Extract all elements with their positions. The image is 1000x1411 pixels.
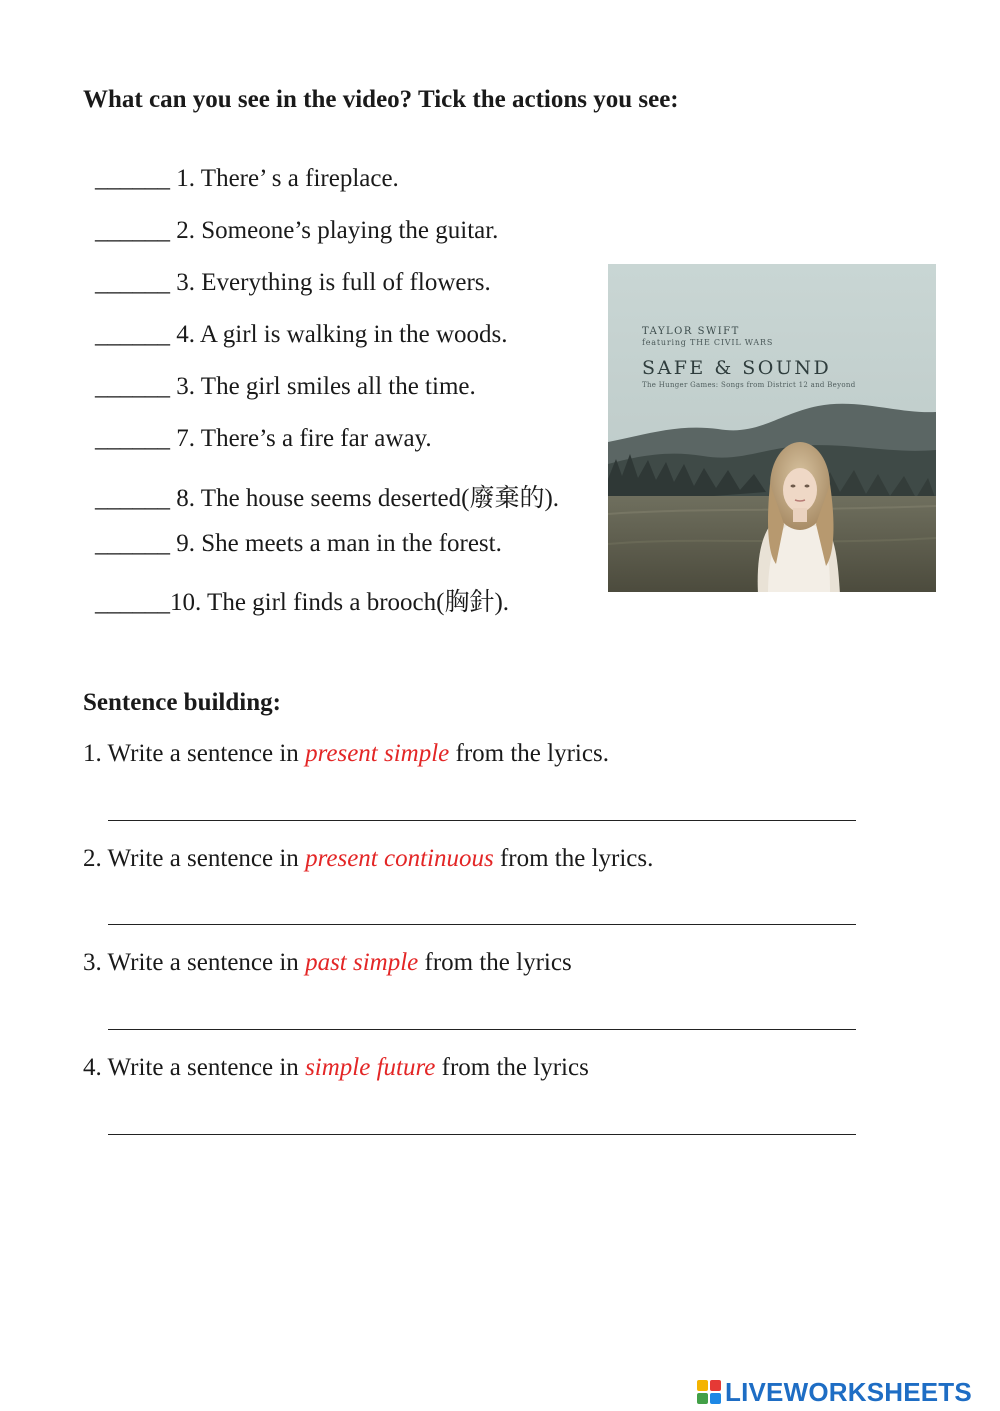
answer-line-2[interactable] [108, 924, 856, 925]
tick-item [95, 582, 509, 618]
tick-item [95, 425, 432, 453]
album-title: SAFE & SOUND [642, 357, 832, 379]
tick-blank[interactable]: ______ [95, 530, 170, 557]
answer-line-4[interactable] [108, 1134, 856, 1135]
question-tense: present continuous [305, 845, 494, 872]
sentence-question [83, 1054, 589, 1082]
tick-blank[interactable]: ______ [95, 269, 170, 296]
album-subtitle: The Hunger Games: Songs from District 12 and Beyond [642, 381, 856, 389]
question-text: 2. Write a sentence in [83, 845, 306, 872]
liveworksheets-logo-text: LIVEWORKSHEETS [725, 1376, 972, 1407]
question-text: 4. Write a sentence in [83, 1054, 306, 1081]
tick-item [95, 165, 399, 193]
tick-item-text: 10. The girl finds a brooch(胸針). [170, 589, 510, 616]
question-text: from the lyrics [435, 1054, 589, 1081]
tick-blank[interactable]: ______ [95, 217, 170, 244]
tick-blank[interactable]: ______ [95, 165, 170, 192]
tick-blank[interactable]: ______ [95, 321, 170, 348]
sentence-question [83, 845, 653, 873]
tick-blank[interactable]: ______ [95, 373, 170, 400]
liveworksheets-logo[interactable] [697, 1376, 972, 1408]
question-tense: past simple [305, 949, 419, 976]
tick-blank[interactable]: ______ [95, 485, 170, 512]
answer-line-1[interactable] [108, 820, 856, 821]
liveworksheets-icon [697, 1380, 721, 1404]
album-featuring: featuring THE CIVIL WARS [642, 338, 774, 347]
album-cover-art [608, 264, 936, 592]
tick-item [95, 321, 508, 349]
album-artist: TAYLOR SWIFT [642, 326, 740, 337]
question-text: from the lyrics. [449, 740, 609, 767]
tick-item-text: 8. The house seems deserted(廢棄的). [170, 485, 560, 512]
tick-item-text: 4. A girl is walking in the woods. [170, 321, 508, 348]
section-heading-video: What can you see in the video? Tick the actions you see: [83, 86, 679, 113]
tick-blank[interactable]: ______ [95, 589, 170, 616]
sentence-question [83, 740, 609, 768]
answer-line-3[interactable] [108, 1029, 856, 1030]
question-tense: present simple [305, 740, 450, 767]
question-tense: simple future [305, 1054, 436, 1081]
tick-item-text: 1. There’ s a fireplace. [170, 165, 399, 192]
tick-item-text: 7. There’s a fire far away. [170, 425, 432, 452]
tick-item [95, 478, 559, 514]
tick-item-text: 3. The girl smiles all the time. [170, 373, 476, 400]
tick-item-text: 9. She meets a man in the forest. [170, 530, 502, 557]
tick-item-text: 2. Someone’s playing the guitar. [170, 217, 499, 244]
tick-item [95, 530, 502, 558]
question-text: from the lyrics. [493, 845, 654, 872]
question-text: 3. Write a sentence in [83, 949, 306, 976]
tick-item-text: 3. Everything is full of flowers. [170, 269, 491, 296]
tick-item [95, 373, 476, 401]
tick-item [95, 217, 498, 245]
question-text: from the lyrics [418, 949, 572, 976]
tick-item [95, 269, 491, 297]
section-heading-sentence-building: Sentence building: [83, 689, 281, 716]
sentence-question [83, 949, 572, 977]
question-text: 1. Write a sentence in [83, 740, 306, 767]
tick-blank[interactable]: ______ [95, 425, 170, 452]
album-cover-image [608, 264, 936, 592]
